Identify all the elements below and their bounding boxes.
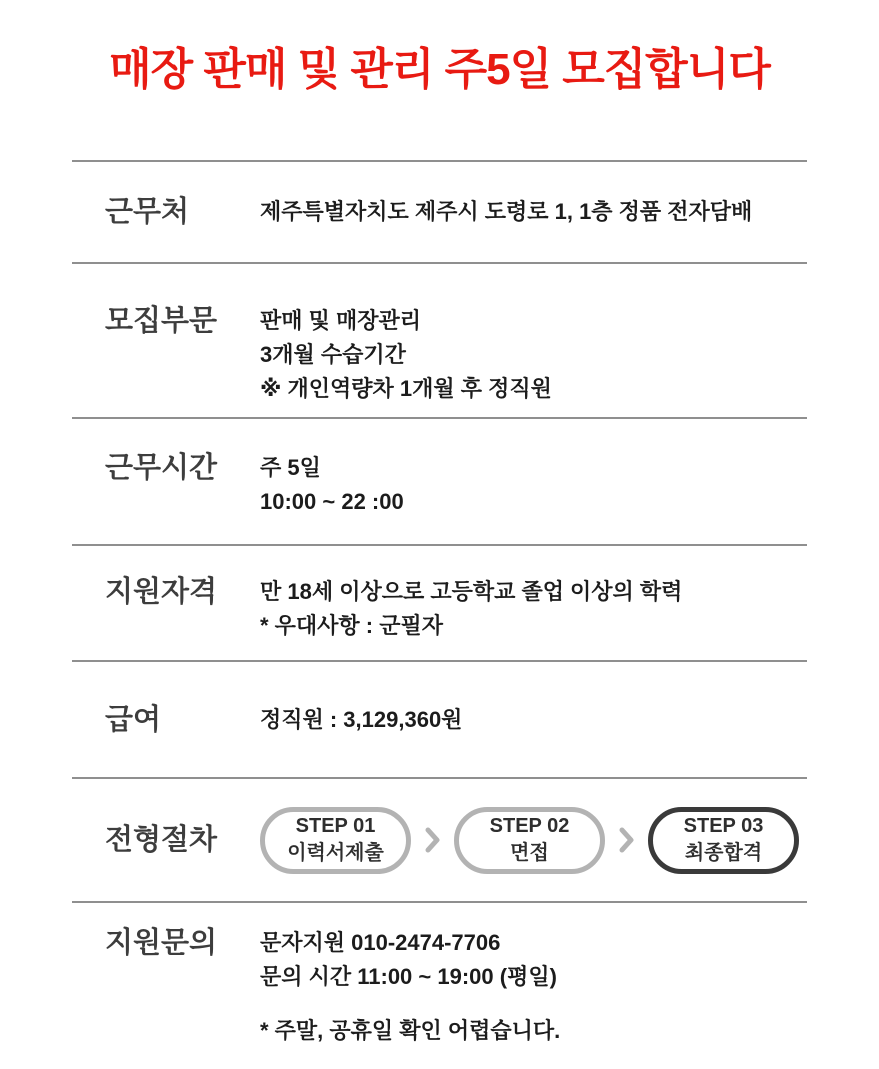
row-label: 지원문의: [105, 927, 218, 959]
step-number: STEP 02: [489, 815, 570, 837]
header: [0, 0, 879, 160]
row-value: [260, 195, 807, 229]
row-value: [260, 451, 807, 544]
step-badge-2: [454, 807, 605, 874]
row-value-line: 제주특별자치도 제주시 도령로 1, 1층 정품 전자담배: [260, 199, 753, 224]
row-value-line: * 주말, 공휴일 확인 어렵습니다.: [260, 1018, 561, 1043]
step-name: 최종합격: [684, 842, 763, 864]
row-label: 근무시간: [105, 452, 218, 484]
row-value-line: 정직원 : 3,129,360원: [260, 706, 463, 732]
row-label: 급여: [105, 703, 162, 736]
step-badge-1: [260, 807, 411, 874]
process-steps: [260, 807, 807, 874]
row-label: 모집부문: [105, 305, 218, 337]
row-process: [72, 777, 807, 901]
chevron-right-icon: [618, 826, 635, 854]
row-value-line: 3개월 수습기간: [260, 342, 406, 367]
page-title: 매장 판매 및 관리 주5일 모집합니다: [109, 45, 770, 94]
row-label: 근무처: [105, 196, 190, 228]
row-value-line: 문의 시간 11:00 ~ 19:00 (평일): [260, 964, 557, 989]
step-name: 면접: [510, 842, 549, 864]
row-value: [260, 575, 807, 660]
row-contact: [72, 901, 807, 1069]
row-value-line: 판매 및 매장관리: [260, 308, 421, 333]
row-value-line: 10:00 ~ 22 :00: [260, 489, 404, 514]
row-label: 지원자격: [105, 576, 218, 608]
row-value-line: 주 5일: [260, 455, 321, 480]
row-qualification: [72, 544, 807, 660]
row-value: [260, 703, 807, 737]
row-value-line: 문자지원 010-2474-7706: [260, 930, 501, 955]
row-label: 전형절차: [105, 824, 218, 856]
row-value-line: * 우대사항 : 군필자: [260, 613, 443, 638]
chevron-right-icon: [424, 826, 441, 854]
row-recruitment: [72, 262, 807, 417]
row-value: [260, 926, 807, 1069]
step-number: STEP 01: [295, 815, 376, 837]
row-value-line: ※ 개인역량차 1개월 후 정직원: [260, 376, 552, 401]
info-table: [72, 160, 807, 1069]
row-salary: [72, 660, 807, 777]
step-name: 이력서제출: [287, 842, 384, 864]
step-badge-3-final: [648, 807, 799, 874]
row-workplace: [72, 160, 807, 262]
row-value: [260, 304, 807, 417]
row-working-hours: [72, 417, 807, 544]
row-value-line: 만 18세 이상으로 고등학교 졸업 이상의 학력: [260, 579, 683, 604]
step-number: STEP 03: [683, 815, 764, 837]
